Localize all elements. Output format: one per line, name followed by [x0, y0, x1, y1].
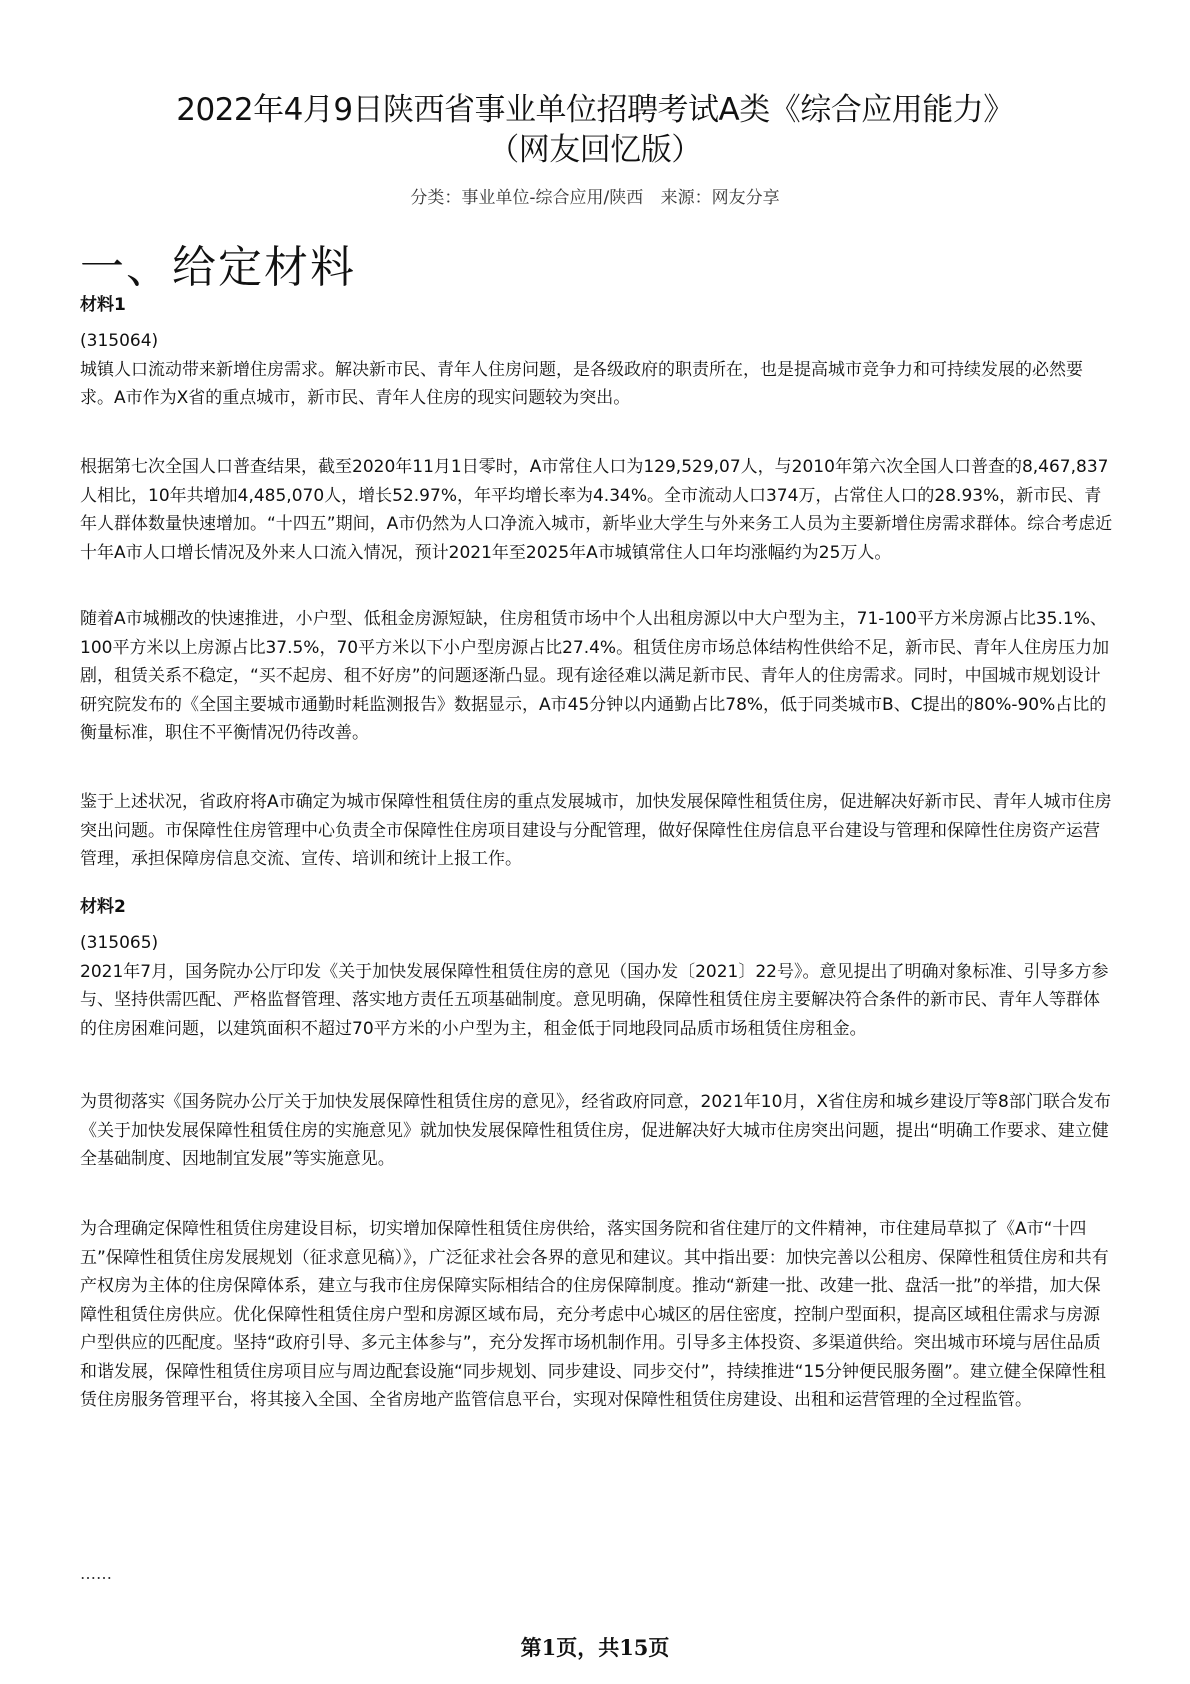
material-1-paragraph-2: 根据第七次全国人口普查结果，截至2020年11月1日零时，A市常住人口为129,529,07人，与2010年第六次全国人口普查的8,467,837人相比，10年共增加4,485,070人，增长52.97%，年平均增长率为4.34%。全市流动人口374万，占常住人口的28.93%，新市民、青年人群体数量快速增加。“十四五”期间，A市仍然为人口净流入城市，新毕业大学生与外来务工人员为主要新增住房需求群体。综合考虑近十年A市人口增长情况及外来人口流入情况，预计2021年至2025年A市城镇常住人口年均涨幅约为25万人。	[80, 457, 1113, 563]
title-line-1: 2022年4月9日陕西省事业单位招聘考试A类《综合应用能力》	[176, 92, 1014, 128]
continuation-ellipsis: ……	[80, 1564, 112, 1583]
material-2-block-a	[80, 929, 1115, 1043]
document-meta	[60, 183, 1130, 208]
section-heading: 一、给定材料	[80, 242, 356, 293]
material-2-block-c	[80, 1215, 1115, 1415]
category-label: 分类：事业单位-综合应用/陕西	[410, 188, 644, 208]
material-1-paragraph-3: 随着A市城棚改的快速推进，小户型、低租金房源短缺，住房租赁市场中个人出租房源以中大户型为主，71-100平方米房源占比35.1%、100平方米以上房源占比37.5%，70平方米以下小户型房源占比27.4%。租赁住房市场总体结构性供给不足，新市民、青年人住房压力加剧，租赁关系不稳定，“买不起房、租不好房”的问题逐渐凸显。现有途径难以满足新市民、青年人的住房需求。同时，中国城市规划设计研究院发布的《全国主要城市通勤时耗监测报告》数据显示，A市45分钟以内通勤占比78%，低于同类城市B、C提出的80%-90%占比的衡量标准，职住不平衡情况仍待改善。	[80, 609, 1110, 743]
material-1-title: 材料1	[80, 295, 126, 315]
material-1-paragraph-4: 鉴于上述状况，省政府将A市确定为城市保障性租赁住房的重点发展城市，加快发展保障性租赁住房，促进解决好新市民、青年人城市住房突出问题。市保障性住房管理中心负责全市保障性住房项目建设与分配管理，做好保障性住房信息平台建设与管理和保障性住房资产运营管理，承担保障房信息交流、宣传、培训和统计上报工作。	[80, 792, 1112, 869]
material-1-block-c	[80, 605, 1115, 748]
material-2-paragraph-3: 为合理确定保障性租赁住房建设目标，切实增加保障性租赁住房供给，落实国务院和省住建厅的文件精神，市住建局草拟了《A市“十四五”保障性租赁住房发展规划（征求意见稿）》，广泛征求社会各界的意见和建议。其中指出要：加快完善以公租房、保障性租赁住房和共有产权房为主体的住房保障体系，建立与我市住房保障实际相结合的住房保障制度。推动“新建一批、改建一批、盘活一批”的举措，加大保障性租赁住房供应。优化保障性租赁住房户型和房源区域布局，充分考虑中心城区的居住密度，控制户型面积，提高区域租住需求与房源户型供应的匹配度。坚持“政府引导、多元主体参与”，充分发挥市场机制作用。引导多主体投资、多渠道供给。突出城市环境与居住品质和谐发展，保障性租赁住房项目应与周边配套设施“同步规划、同步建设、同步交付”，持续推进“15分钟便民服务圈”。建立健全保障性租赁住房服务管理平台，将其接入全国、全省房地产监管信息平台，实现对保障性租赁住房建设、出租和运营管理的全过程监管。	[80, 1219, 1109, 1410]
material-1-block-b	[80, 453, 1115, 567]
material-2-block-b	[80, 1088, 1115, 1174]
material-2-code: (315065)	[80, 933, 159, 953]
title-line-2: （网友回忆版）	[488, 132, 702, 168]
material-2-title: 材料2	[80, 897, 126, 917]
document-title	[60, 90, 1130, 170]
material-1-paragraph-1: 城镇人口流动带来新增住房需求。解决新市民、青年人住房问题，是各级政府的职责所在，也是提高城市竞争力和可持续发展的必然要求。A市作为X省的重点城市，新市民、青年人住房的现实问题较为突出。	[80, 359, 1083, 408]
material-1-block-a	[80, 327, 1115, 413]
source-label: 来源：网友分享	[660, 188, 780, 208]
material-1-code: (315064)	[80, 331, 159, 351]
material-2-paragraph-2: 为贯彻落实《国务院办公厅关于加快发展保障性租赁住房的意见》，经省政府同意，2021年10月，X省住房和城乡建设厅等8部门联合发布《关于加快发展保障性租赁住房的实施意见》就加快发展保障性租赁住房，促进解决好大城市住房突出问题，提出“明确工作要求、建立健全基础制度、因地制宜发展”等实施意见。	[80, 1092, 1111, 1169]
material-1-block-d	[80, 788, 1115, 874]
material-2-paragraph-1: 2021年7月，国务院办公厅印发《关于加快发展保障性租赁住房的意见（国办发〔2021〕22号》。意见提出了明确对象标准、引导多方参与、坚持供需匹配、严格监督管理、落实地方责任五项基础制度。意见明确，保障性租赁住房主要解决符合条件的新市民、青年人等群体的住房困难问题，以建筑面积不超过70平方米的小户型为主，租金低于同地段同品质市场租赁住房租金。	[80, 961, 1109, 1039]
page-number: 第1页，共15页	[520, 1635, 670, 1660]
